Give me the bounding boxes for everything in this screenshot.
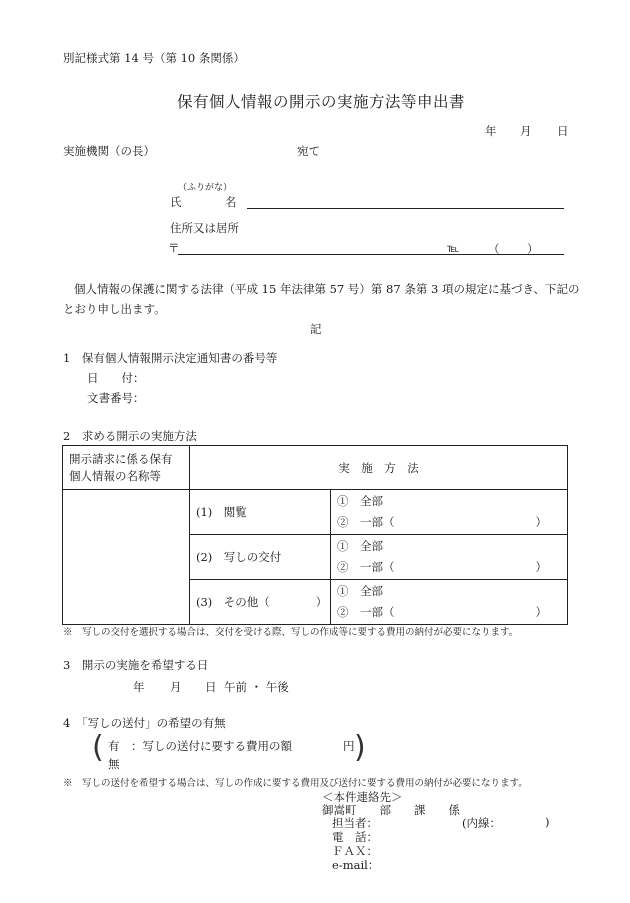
date-month-label: 月 (520, 124, 532, 138)
method-2-option-all[interactable]: ① 全部 (337, 539, 383, 553)
info-name-cell[interactable] (63, 490, 190, 625)
section1-heading: 1 保有個人情報開示決定通知書の番号等 (63, 351, 278, 365)
addressee-to: 宛て (297, 144, 320, 158)
intro-line-1: 個人情報の保護に関する法律（平成 15 年法律第 57 号）第 87 条第 3 項の規定に基づき、下記の (74, 282, 580, 296)
method-3-paren-close: ） (535, 605, 547, 619)
method-3-option-all[interactable]: ① 全部 (337, 584, 383, 598)
preferred-date-day: 日 (205, 680, 217, 694)
contact-dept: 御嵩町 部 課 係 (322, 803, 460, 817)
method-2-paren-close: ） (535, 560, 547, 574)
method-3-option-partial[interactable] (337, 602, 561, 623)
section4-heading: 4 「写しの送付」の希望の有無 (63, 716, 226, 730)
date-day-label: 日 (557, 124, 569, 138)
method-2-partial-label: ② 一部（ (337, 560, 395, 574)
section4-note: ※ 写しの送付を希望する場合は、写しの作成に要する費用及び送付に要する費用の納付が必要になります。 (63, 778, 528, 789)
address-field[interactable] (178, 254, 564, 255)
method-1-partial-label: ② 一部（ (337, 515, 395, 529)
contact-phone: 電 話： (332, 830, 378, 844)
ki-label: 記 (310, 322, 322, 336)
preferred-date-month: 月 (170, 680, 182, 694)
contact-header: ＜本件連絡先＞ (322, 790, 403, 804)
name-label-2: 名 (225, 195, 237, 209)
method-1-paren-close: ） (535, 515, 547, 529)
section3-heading: 3 開示の実施を希望する日 (63, 658, 209, 672)
info-name-header-line2: 個人情報の名称等 (69, 468, 161, 483)
method-header: 実 施 方 法 (190, 446, 568, 490)
section2-note: ※ 写しの交付を選択する場合は、交付を受ける際、写しの作成等に要する費用の納付が必要になります。 (63, 627, 519, 638)
addressee-org: 実施機関（の長） (63, 144, 155, 158)
delivery-no[interactable]: 無 (108, 757, 120, 771)
section2-heading: 2 求める開示の実施方法 (63, 429, 197, 443)
page-title: 保有個人情報の開示の実施方法等申出書 (177, 93, 466, 111)
method-options-2 (331, 535, 568, 580)
furigana-label: （ふりがな） (178, 183, 233, 193)
name-label-1: 氏 (170, 195, 182, 209)
delivery-yes[interactable]: 有 ：写しの送付に要する費用の額 (108, 739, 292, 753)
preferred-date-year: 年 (133, 680, 145, 694)
tel-mark: ℡ (447, 241, 460, 255)
intro-line-2: とおり申し出ます。 (63, 302, 166, 316)
info-name-header-line1: 開示請求に係る保有 (69, 451, 173, 466)
postal-mark: 〒 (168, 241, 180, 255)
tel-paren-open: （ (488, 242, 500, 256)
contact-ext-close: ) (545, 815, 550, 829)
method-1-option-all[interactable]: ① 全部 (337, 494, 383, 508)
brace-left: ( (92, 730, 104, 765)
contact-fax: ＦＡＸ： (332, 844, 378, 858)
form-number: 別記様式第 14 号（第 10 条関係） (63, 51, 245, 65)
address-label: 住所又は居所 (170, 221, 239, 235)
method-options-3 (331, 580, 568, 625)
contact-person: 担当者： (332, 816, 378, 830)
method-label-3: (3) その他（ ） (190, 580, 331, 625)
date-year-label: 年 (485, 124, 497, 138)
brace-right: ) (354, 730, 366, 765)
contact-ext: (内線： (462, 816, 501, 830)
tel-paren-close: ） (527, 242, 539, 256)
doc-number-label: 文書番号： (87, 391, 145, 405)
contact-email: e-mail： (332, 858, 380, 872)
name-field[interactable] (247, 208, 564, 209)
method-2-option-partial[interactable] (337, 557, 561, 578)
date-field-label: 日 付： (87, 371, 145, 385)
method-1-option-partial[interactable] (337, 512, 561, 533)
method-options-1 (331, 490, 568, 535)
info-name-header (63, 446, 190, 490)
ampm-select[interactable]: 午前 ・ 午後 (224, 680, 289, 694)
method-table (62, 445, 568, 625)
method-label-1: (1) 閲覧 (190, 490, 331, 535)
method-3-partial-label: ② 一部（ (337, 605, 395, 619)
yen-label: 円 (343, 739, 355, 753)
method-label-2: (2) 写しの交付 (190, 535, 331, 580)
